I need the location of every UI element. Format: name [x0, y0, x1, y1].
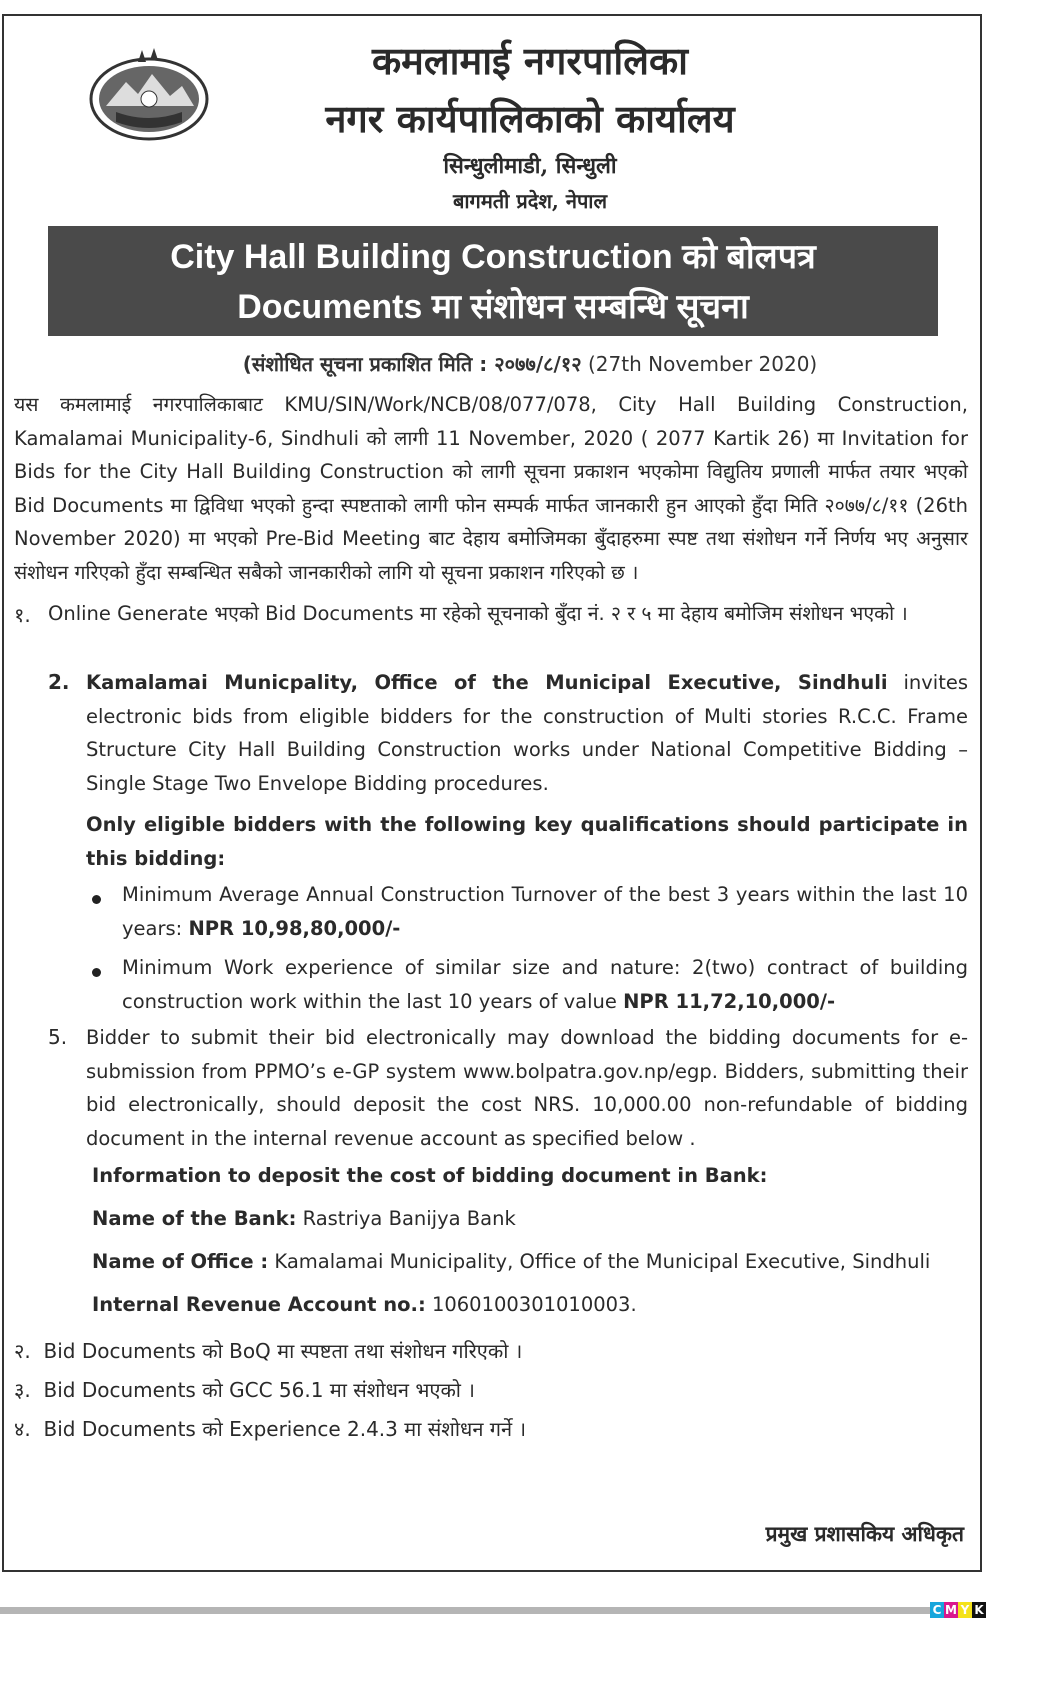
bank-name-label: Name of the Bank: [92, 1207, 297, 1230]
qualification-text: Minimum Work experience of similar size and nature: 2(two) contract of building construction work within the last 10 years of value [122, 956, 968, 1013]
bullet-icon [92, 895, 101, 904]
office-name-row [92, 1250, 930, 1273]
office-name-label: Name of Office : [92, 1250, 269, 1273]
list-item-text: Bid Documents को GCC 56.1 मा संशोधन भएको । [43, 1378, 475, 1402]
footer-rule [0, 1607, 930, 1614]
point-2-lead: Kamalamai Municpality, Office of the Municipal Executive, Sindhuli [86, 671, 888, 694]
account-number-label: Internal Revenue Account no.: [92, 1293, 426, 1316]
cmyk-c: C [930, 1602, 944, 1618]
item-number: १. [14, 603, 31, 627]
point-2-paragraph [86, 666, 968, 800]
bank-name-value: Rastriya Banijya Bank [296, 1207, 516, 1230]
list-item-number: २. [14, 1339, 31, 1363]
list-item-text: Bid Documents को Experience 2.4.3 मा संशोधन गर्ने । [43, 1417, 527, 1441]
qualification-item [122, 878, 968, 945]
municipality-name: कमलामाई नगरपालिका [371, 38, 689, 83]
cmyk-k: K [972, 1602, 986, 1618]
account-number-value: 1060100301010003. [425, 1293, 637, 1316]
list-item [14, 1376, 475, 1403]
list-item [14, 1415, 526, 1442]
office-name: नगर कार्यपालिकाको कार्यालय [325, 96, 735, 141]
publication-date [0, 350, 1060, 377]
bullet-icon [92, 968, 101, 977]
list-item-number: ४. [14, 1417, 31, 1441]
point-5-paragraph: Bidder to submit their bid electronically may download the bidding documents for e-submission from PPMO’s e-GP system www.bolpatra.gov.np/egp. Bidders, submitting their bid electronically, should deposit the cost NRS. 10,000.00 non-refundable of bidding document in the internal revenue account as specified below . [86, 1026, 968, 1150]
intro-paragraph: यस कमलामाई नगरपालिकाबाट KMU/SIN/Work/NCB/08/077/078, City Hall Building Construction, Kamalamai Municipality-6, Sindhuli को लागी 11 November, 2020 ( 2077 Kartik 26) मा Invitation for Bids for the City Hall Building Construction को लागी सूचना प्रकाशन भएकोमा विद्युतिय प्रणाली मार्फत तयार भएको Bid Documents मा द्विविधा भएको हुन्दा स्पष्टताको लागी फोन सम्पर्क मार्फत जानकारी हुन आएको हुँदा मिति २०७७/८/११ (26th November 2020) मा भएको Pre-Bid Meeting बाट देहाय बमोजिमका बुँदाहरुमा स्पष्ट तथा संशोधन गर्ने निर्णय भए अनुसार संशोधन गरिएको हुँदा सम्बन्धित सबैको जानकारीको लागि यो सूचना प्रकाशन गरिएको छ । [14, 393, 968, 584]
item-1-text: Online Generate भएको Bid Documents मा रहेको सूचनाको बुँदा नं. २ र ५ मा देहाय बमोजिम संशोधन भएको । [48, 602, 908, 625]
cmyk-m: M [945, 1603, 957, 1617]
title-line-2: Documents मा संशोधन सम्बन्धि सूचना [237, 288, 749, 326]
bank-info-heading: Information to deposit the cost of bidding document in Bank: [92, 1164, 768, 1187]
bank-name-row [92, 1207, 516, 1230]
cmyk-print-mark [930, 1602, 986, 1618]
signature-title: प्रमुख प्रशासकिय अधिकृत [765, 1521, 964, 1546]
office-name-value: Kamalamai Municipality, Office of the Municipal Executive, Sindhuli [268, 1250, 931, 1273]
qualification-amount: NPR 11,72,10,000/- [623, 989, 836, 1013]
point-5-number: 5. [48, 1025, 68, 1049]
notice-title-box [48, 226, 938, 336]
qualification-heading: Only eligible bidders with the following key qualifications should participate in this bidding: [86, 813, 968, 870]
location-text: सिन्धुलीमाडी, सिन्धुली [443, 153, 617, 179]
qualification-amount: NPR 10,98,80,000/- [188, 916, 401, 940]
list-item-number: ३. [14, 1378, 31, 1402]
list-item [14, 1337, 522, 1364]
cmyk-y: Y [958, 1602, 972, 1618]
title-line-1: City Hall Building Construction को बोलपत्र [170, 238, 816, 276]
publication-date-label: (संशोधित सूचना प्रकाशित मिति : २०७७/८/१२ [242, 352, 582, 376]
publication-date-english: (27th November 2020) [588, 352, 818, 376]
province-text: बागमती प्रदेश, नेपाल [452, 189, 608, 213]
qualification-text: Minimum Average Annual Construction Turnover of the best 3 years within the last 10 years: [122, 883, 968, 940]
account-number-row [92, 1293, 637, 1316]
list-item-text: Bid Documents को BoQ मा स्पष्टता तथा संशोधन गरिएको । [43, 1339, 523, 1363]
qualification-item [122, 951, 968, 1018]
point-2-number: 2. [48, 670, 70, 694]
point-2-text: invites electronic bids from eligible bidders for the construction of Multi stories R.C.C. Frame Structure City Hall Building Construction works under National Competitive Bidding – Single Stage Two Envelope Bidding procedures. [86, 671, 968, 795]
